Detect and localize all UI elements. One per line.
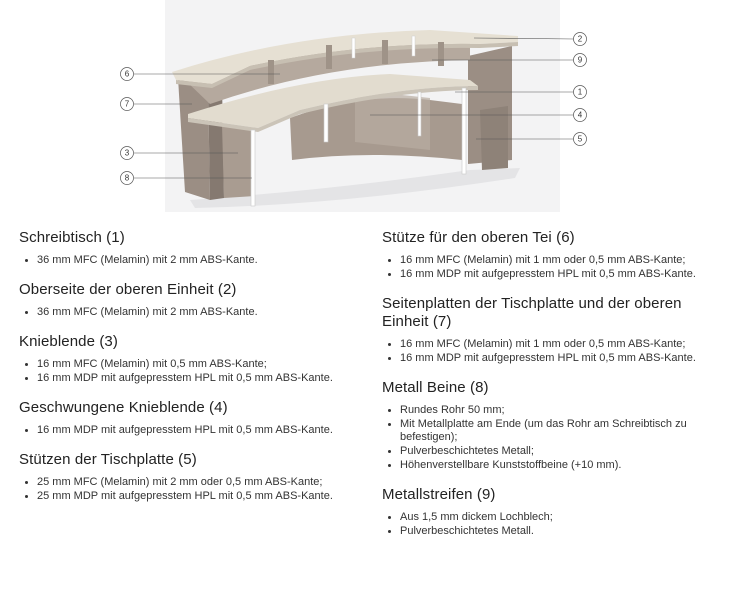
section-title: Geschwungene Knieblende (4)	[19, 399, 228, 416]
callout-4	[574, 109, 587, 122]
svg-text:6: 6	[124, 69, 130, 79]
spec-list	[19, 358, 349, 385]
desk-diagram	[0, 0, 736, 215]
spec-list	[19, 476, 349, 503]
svg-text:8: 8	[124, 173, 130, 183]
spec-item: • 25 mm MFC (Melamin) mit 2 mm oder 0,5 mm ABS-Kante;	[37, 476, 349, 489]
spec-item: • Rundes Rohr 50 mm;	[400, 404, 717, 417]
callout-3	[121, 147, 134, 160]
svg-text:9: 9	[577, 55, 583, 65]
spec-list	[382, 338, 717, 365]
section-stuetzen-tischplatte	[19, 451, 349, 503]
section-metallstreifen	[382, 486, 717, 538]
spec-item: • 36 mm MFC (Melamin) mit 2 mm ABS-Kante.	[37, 306, 349, 319]
upper-support	[268, 60, 274, 84]
knee-panel	[222, 124, 255, 198]
spec-item: • Aus 1,5 mm dickem Lochblech;	[400, 511, 717, 524]
section-metall-beine	[382, 379, 717, 472]
left-column	[19, 229, 349, 517]
spec-item: • 25 mm MDP mit aufgepresstem HPL mit 0,5 mm ABS-Kante.	[37, 490, 349, 503]
callout-1	[574, 86, 587, 99]
section-title: Schreibtisch (1)	[19, 229, 125, 246]
section-seitenplatten	[382, 295, 717, 365]
callout-6	[121, 68, 134, 81]
svg-text:7: 7	[124, 99, 130, 109]
svg-text:3: 3	[124, 148, 130, 158]
section-knieblende	[19, 333, 349, 385]
section-schreibtisch	[19, 229, 349, 267]
section-title: Oberseite der oberen Einheit (2)	[19, 281, 237, 298]
callout-9	[574, 54, 587, 67]
spec-list	[382, 404, 717, 472]
spec-item: • 16 mm MFC (Melamin) mit 0,5 mm ABS-Kante;	[37, 358, 349, 371]
callout-2	[574, 33, 587, 46]
callout-8	[121, 172, 134, 185]
svg-text:4: 4	[577, 110, 583, 120]
spec-item: • 16 mm MDP mit aufgepresstem HPL mit 0,5 mm ABS-Kante.	[37, 372, 349, 385]
section-title: Stütze für den oberen Tei (6)	[382, 229, 575, 246]
spec-list	[382, 254, 717, 281]
desk-support	[480, 106, 508, 170]
spec-list	[19, 254, 349, 267]
section-title: Seitenplatten der Tischplatte und der oberen Einheit (7)	[382, 295, 682, 330]
section-title: Metallstreifen (9)	[382, 486, 496, 503]
section-title: Stützen der Tischplatte (5)	[19, 451, 197, 468]
spec-item: • 16 mm MFC (Melamin) mit 1 mm oder 0,5 mm ABS-Kante;	[400, 254, 717, 267]
svg-text:5: 5	[577, 134, 583, 144]
svg-text:1: 1	[577, 87, 583, 97]
spec-item: • Pulverbeschichtetes Metall.	[400, 525, 717, 538]
spec-item: • 16 mm MDP mit aufgepresstem HPL mit 0,5 mm ABS-Kante.	[400, 352, 717, 365]
callout-5	[574, 133, 587, 146]
right-column	[382, 229, 717, 552]
spec-item: • 16 mm MDP mit aufgepresstem HPL mit 0,5 mm ABS-Kante.	[37, 424, 349, 437]
metal-strip	[352, 38, 355, 58]
section-title: Knieblende (3)	[19, 333, 118, 350]
spec-list	[19, 424, 349, 437]
spec-item: • 16 mm MDP mit aufgepresstem HPL mit 0,5 mm ABS-Kante.	[400, 268, 717, 281]
section-stuetze-oberer-teil	[382, 229, 717, 281]
metal-leg	[251, 130, 255, 206]
spec-list	[19, 306, 349, 319]
svg-text:2: 2	[577, 34, 583, 44]
spec-item: • Pulverbeschichtetes Metall;	[400, 445, 717, 458]
spec-item: • Höhenverstellbare Kunststoffbeine (+10 mm).	[400, 459, 717, 472]
spec-list	[382, 511, 717, 538]
section-title: Metall Beine (8)	[382, 379, 489, 396]
spec-item: • 16 mm MFC (Melamin) mit 1 mm oder 0,5 mm ABS-Kante;	[400, 338, 717, 351]
callout-7	[121, 98, 134, 111]
spec-item: • Mit Metallplatte am Ende (um das Rohr am Schreibtisch zu befestigen);	[400, 418, 717, 444]
section-oberseite	[19, 281, 349, 319]
section-geschwungene-knieblende	[19, 399, 349, 437]
spec-item: • 36 mm MFC (Melamin) mit 2 mm ABS-Kante.	[37, 254, 349, 267]
